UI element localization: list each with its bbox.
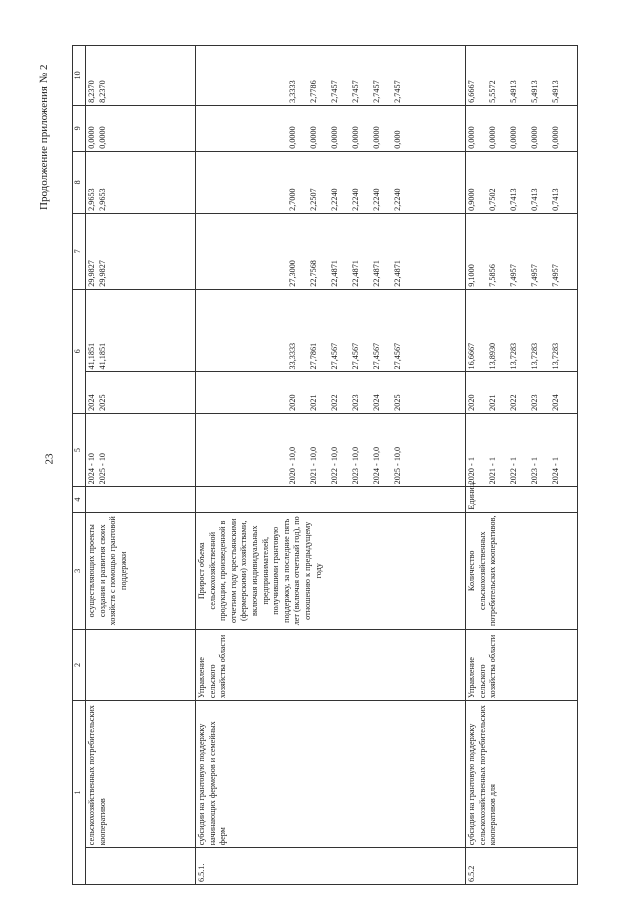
col8-values: 2,9653 2,9653 xyxy=(86,151,196,213)
year-values: 2020 2021 2022 2023 2024 2025 xyxy=(196,372,466,413)
row-executor xyxy=(86,629,196,700)
target-values: 2020 - 1 2021 - 1 2022 - 1 2023 - 1 2024 - 1 xyxy=(466,413,578,487)
header-col-2: 2 xyxy=(73,629,86,700)
col7-values: 29,9827 29,9827 xyxy=(86,213,196,289)
total-values: 16,6667 13,8930 13,7283 13,7283 13,7283 xyxy=(466,289,578,372)
col10-values: 8,2370 8,2370 xyxy=(86,46,196,106)
header-col-5: 5 xyxy=(73,413,86,487)
table-row xyxy=(86,46,196,885)
row-code xyxy=(86,848,196,885)
table-row xyxy=(196,46,466,885)
rotated-table-container xyxy=(72,45,590,885)
annex-title: Продолжение приложения № 2 xyxy=(38,64,50,210)
year-values: 2024 2025 xyxy=(86,372,196,413)
col7-values: 9,1000 7,5856 7,4957 7,4957 7,4957 xyxy=(466,213,578,289)
header-col-10: 10 xyxy=(73,46,86,106)
total-values: 41,1851 41,1851 xyxy=(86,289,196,372)
header-col-4: 4 xyxy=(73,487,86,512)
col10-values: 3,3333 2,7786 2,7457 2,7457 2,7457 2,7457 xyxy=(196,46,466,106)
col10-values: 6,6667 5,5572 5,4913 5,4913 5,4913 xyxy=(466,46,578,106)
row-indicator: Количество сельскохозяйственных потребительских кооперативов, xyxy=(466,512,578,629)
row-unit xyxy=(86,487,196,512)
target-values: 2020 - 10,0 2021 - 10,0 2022 - 10,0 2023 - 10,0 2024 - 10,0 2025 - 10,0 xyxy=(196,413,466,487)
col9-values: 0,0000 0,0000 0,0000 0,0000 0,0000 0,000 xyxy=(196,105,466,151)
col8-values: 2,7000 2,2507 2,2240 2,2240 2,2240 2,2240 xyxy=(196,151,466,213)
header-col-7: 7 xyxy=(73,213,86,289)
col8-values: 0,9000 0,7502 0,7413 0,7413 0,7413 xyxy=(466,151,578,213)
header-col-6: 6 xyxy=(73,289,86,413)
col9-values: 0,0000 0,0000 0,0000 0,0000 0,0000 xyxy=(466,105,578,151)
col7-values: 27,3000 22,7568 22,4871 22,4871 22,4871 22,4871 xyxy=(196,213,466,289)
row-name: субсидии на грантовую поддержку сельскохозяйственных потребительских кооперативов для xyxy=(466,701,578,848)
row-executor: Управление сельского хозяйства области xyxy=(466,629,578,700)
row-unit: Единиц xyxy=(466,487,578,512)
table-row xyxy=(466,46,578,885)
page-number: 23 xyxy=(43,453,56,465)
row-code: 6.5.2 xyxy=(466,848,578,885)
total-values: 33,3333 27,7861 27,4567 27,4567 27,4567 27,4567 xyxy=(196,289,466,372)
header-col-8: 8 xyxy=(73,151,86,213)
row-name: сельскохозяйственных потребительских кооперативов xyxy=(86,701,196,848)
target-values: 2024 - 10 2025 - 10 xyxy=(86,413,196,487)
header-col-1: 1 xyxy=(73,701,86,885)
header-col-9: 9 xyxy=(73,105,86,151)
row-indicator: осуществляющих проекты создания и развития своих хозяйств с помощью грантовой поддержки xyxy=(86,512,196,629)
year-values: 2020 2021 2022 2023 2024 xyxy=(466,372,578,413)
row-executor: Управление сельского хозяйства области xyxy=(196,629,466,700)
row-unit xyxy=(196,487,466,512)
row-name: субсидии на грантовую поддержку начинающих фермеров и семейных ферм xyxy=(196,701,466,848)
col9-values: 0,0000 0,0000 xyxy=(86,105,196,151)
header-row xyxy=(73,46,86,885)
row-indicator: Прирост объема сельскохозяйственной продукции, произведенной в отчетном году крестьянскими (фермерскими) хозяйствами, включая индивидуальных предпринимателей, получившими грантовую поддержку, за последние пять лет (включая отчетный год), по отношению к предыдущему году xyxy=(196,512,466,629)
program-table xyxy=(72,45,578,885)
row-code: 6.5.1. xyxy=(196,848,466,885)
header-col-3: 3 xyxy=(73,512,86,629)
